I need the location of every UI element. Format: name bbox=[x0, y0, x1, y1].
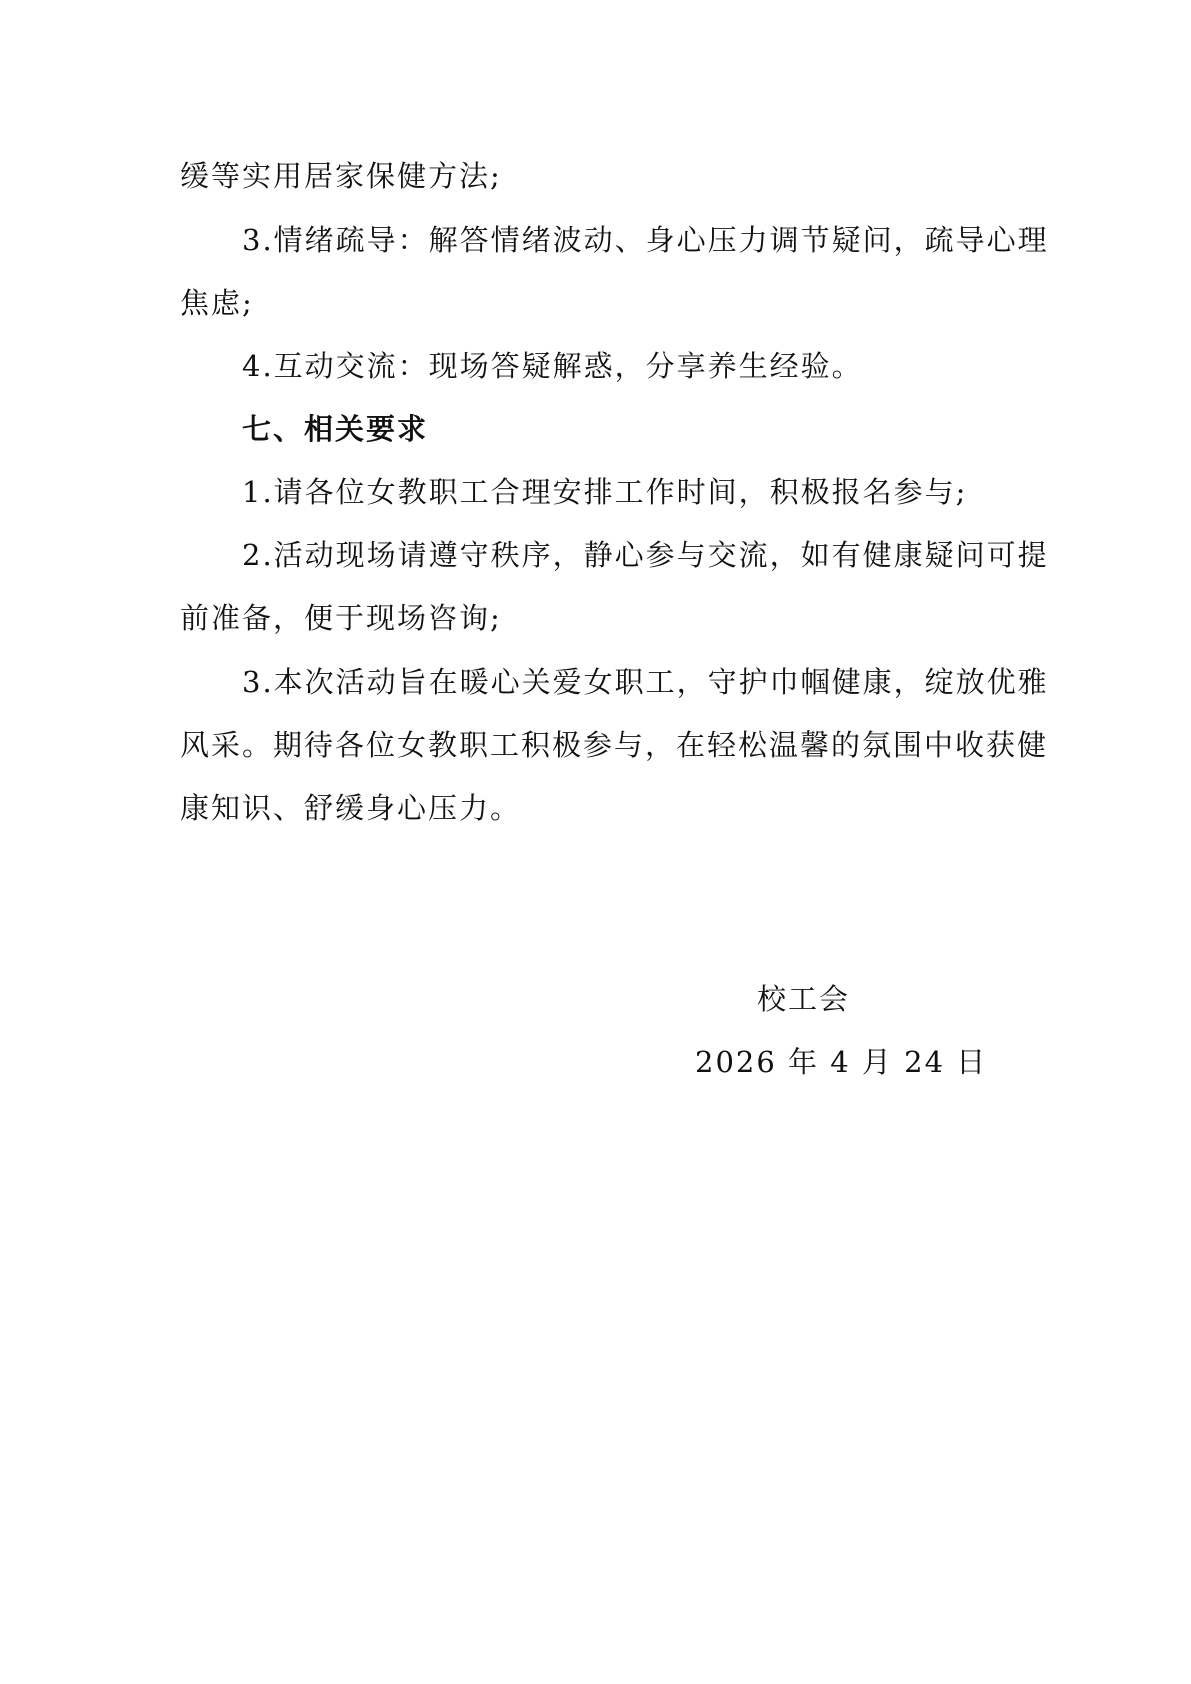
paragraph-line: 焦虑; bbox=[180, 286, 254, 320]
paragraph-line: 缓等实用居家保健方法; bbox=[180, 159, 502, 193]
requirement-item-1: 1.请各位女教职工合理安排工作时间，积极报名参与; bbox=[242, 475, 968, 509]
requirement-item-2: 2.活动现场请遵守秩序，静心参与交流，如有健康疑问可提 bbox=[242, 538, 1049, 572]
paragraph-line: 前准备，便于现场咨询; bbox=[180, 601, 502, 635]
requirement-item-3: 3.本次活动旨在暖心关爱女职工，守护巾帼健康，绽放优雅 bbox=[242, 665, 1049, 699]
paragraph-line: 康知识、舒缓身心压力。 bbox=[180, 791, 522, 825]
section-heading: 七、相关要求 bbox=[242, 412, 429, 446]
signature-date: 2026 年 4 月 24 日 bbox=[695, 1045, 988, 1079]
signature-organization: 校工会 bbox=[757, 982, 851, 1016]
list-item-emotional-counseling: 3.情绪疏导：解答情绪波动、身心压力调节疑问，疏导心理 bbox=[242, 223, 1049, 257]
list-item-interaction: 4.互动交流：现场答疑解惑，分享养生经验。 bbox=[242, 349, 863, 383]
paragraph-line: 风采。期待各位女教职工积极参与，在轻松温馨的氛围中收获健 bbox=[180, 728, 1049, 762]
